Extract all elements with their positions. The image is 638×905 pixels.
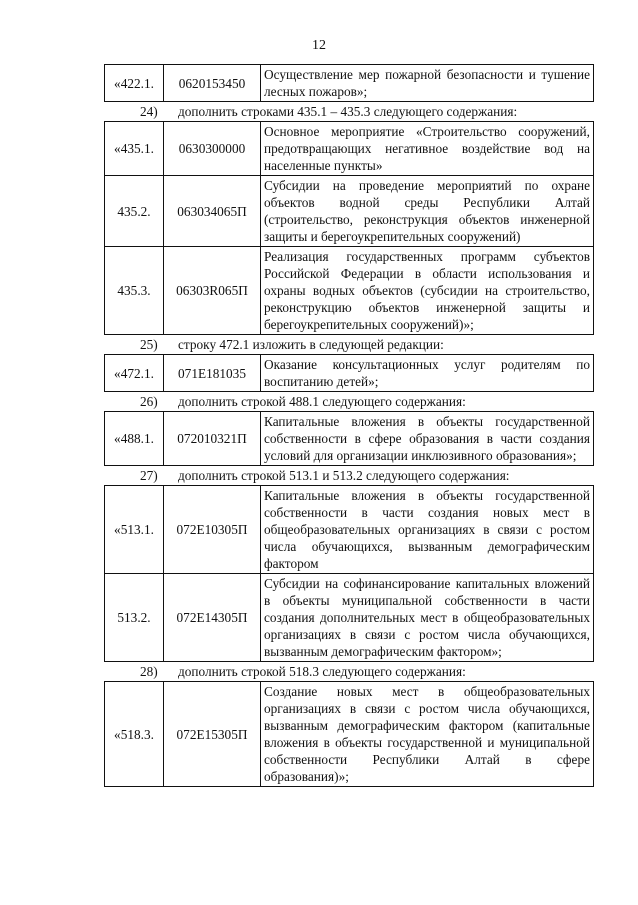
row-description: Основное мероприятие «Строительство сооружений, предотвращающих негативное воздействие вод на населенные пункты» bbox=[261, 122, 594, 176]
row-number: «518.3. bbox=[105, 682, 164, 787]
page-number: 12 bbox=[312, 38, 326, 53]
amendment-number: 28) bbox=[140, 664, 158, 679]
budget-code: 063034065П bbox=[164, 176, 261, 247]
row-description: Субсидии на проведение мероприятий по охране объектов водной среды Республики Алтай (строительство, реконструкция объектов инженерной защиты и берегоукрепительных сооружений) bbox=[261, 176, 594, 247]
amendment-instruction bbox=[104, 466, 594, 485]
row-description: Осуществление мер пожарной безопасности и тушение лесных пожаров»; bbox=[261, 65, 594, 102]
budget-code: 0630300000 bbox=[164, 122, 261, 176]
table-row bbox=[105, 355, 594, 392]
table-row bbox=[105, 122, 594, 176]
row-number: «472.1. bbox=[105, 355, 164, 392]
amendment-number: 25) bbox=[140, 337, 158, 352]
row-number: 513.2. bbox=[105, 574, 164, 662]
table-row bbox=[105, 574, 594, 662]
table-row bbox=[105, 412, 594, 466]
budget-table bbox=[104, 681, 594, 787]
table-row bbox=[105, 65, 594, 102]
budget-code: 072E10305П bbox=[164, 486, 261, 574]
amendment-instruction bbox=[104, 392, 594, 411]
amendment-instruction bbox=[104, 335, 594, 354]
row-description: Капитальные вложения в объекты государственной собственности в части создания новых мест в общеобразовательных организациях в связи с ростом числа обучающихся, вызванным демографическим фактором bbox=[261, 486, 594, 574]
amendment-text: дополнить строкой 488.1 следующего содержания: bbox=[178, 394, 466, 409]
table-row bbox=[105, 486, 594, 574]
amendment-text: дополнить строкой 513.1 и 513.2 следующего содержания: bbox=[178, 468, 510, 483]
budget-table bbox=[104, 121, 594, 335]
document-body bbox=[104, 64, 594, 787]
row-description: Оказание консультационных услуг родителям по воспитанию детей»; bbox=[261, 355, 594, 392]
row-number: 435.3. bbox=[105, 247, 164, 335]
amendment-number: 27) bbox=[140, 468, 158, 483]
row-number: «435.1. bbox=[105, 122, 164, 176]
table-row bbox=[105, 682, 594, 787]
budget-table bbox=[104, 485, 594, 662]
amendment-text: строку 472.1 изложить в следующей редакции: bbox=[178, 337, 444, 352]
row-number: «513.1. bbox=[105, 486, 164, 574]
amendment-instruction bbox=[104, 102, 594, 121]
row-number: «488.1. bbox=[105, 412, 164, 466]
row-description: Субсидии на софинансирование капитальных вложений в объекты муниципальной собственности в части создания дополнительных мест в общеобразовательных организациях в связи с ростом числа обучающихся, вызванным демографическим фактором»; bbox=[261, 574, 594, 662]
budget-code: 072E15305П bbox=[164, 682, 261, 787]
budget-table bbox=[104, 354, 594, 392]
row-number: «422.1. bbox=[105, 65, 164, 102]
budget-code: 06303R065П bbox=[164, 247, 261, 335]
row-description: Капитальные вложения в объекты государственной собственности в сфере образования в части создания условий для организации инклюзивного образования»; bbox=[261, 412, 594, 466]
budget-table bbox=[104, 411, 594, 466]
row-number: 435.2. bbox=[105, 176, 164, 247]
budget-code: 071E181035 bbox=[164, 355, 261, 392]
table-row bbox=[105, 247, 594, 335]
budget-code: 072E14305П bbox=[164, 574, 261, 662]
amendment-number: 26) bbox=[140, 394, 158, 409]
amendment-text: дополнить строками 435.1 – 435.3 следующего содержания: bbox=[178, 104, 518, 119]
row-description: Создание новых мест в общеобразовательных организациях в связи с ростом числа обучающихся, вызванным демографическим фактором (капитальные вложения в объекты государственной и муниципальной собственности Республики Алтай в сфере образования)»; bbox=[261, 682, 594, 787]
budget-code: 0620153450 bbox=[164, 65, 261, 102]
budget-code: 072010321П bbox=[164, 412, 261, 466]
amendment-instruction bbox=[104, 662, 594, 681]
amendment-number: 24) bbox=[140, 104, 158, 119]
budget-table bbox=[104, 64, 594, 102]
table-row bbox=[105, 176, 594, 247]
row-description: Реализация государственных программ субъектов Российской Федерации в области использования и охраны водных объектов (субсидии на строительство, реконструкцию объектов инженерной защиты и берегоукрепительных сооружений)»; bbox=[261, 247, 594, 335]
amendment-text: дополнить строкой 518.3 следующего содержания: bbox=[178, 664, 466, 679]
